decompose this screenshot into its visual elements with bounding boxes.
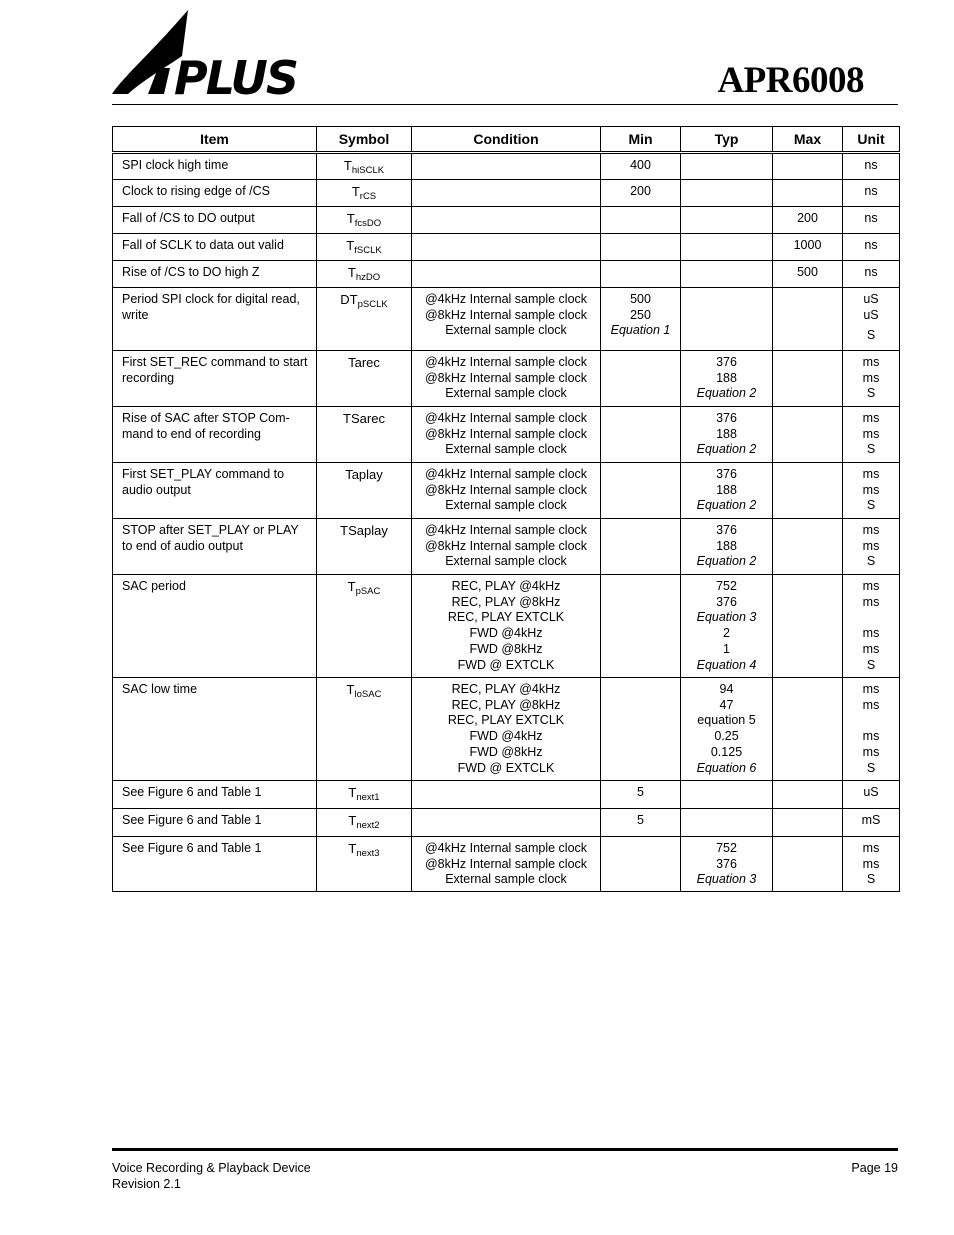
condition-cell [412,234,601,261]
condition-line: @4kHz Internal sample clock [424,411,588,425]
condition-cell [412,207,601,234]
typ-line: Equation 6 [696,760,757,775]
symbol-subscript: pSCLK [357,299,388,310]
unit-line: S [866,498,876,513]
condition-line: REC, PLAY @8kHz [451,697,561,712]
condition-line: REC, PLAY EXTCLK [447,713,565,728]
typ-line: 188 [716,538,737,553]
typ-line: 752 [716,579,737,593]
unit-line: ms [862,744,880,759]
condition-cell [412,180,601,207]
unit-cell [843,351,900,407]
condition-line: REC, PLAY @4kHz [451,579,561,593]
unit-cell [843,463,900,519]
column-header-symbol: Symbol [317,127,412,153]
condition-line: @4kHz Internal sample clock [424,523,588,537]
max-cell [773,261,843,288]
condition-line: @4kHz Internal sample clock [424,355,588,369]
footer-rule [112,1148,898,1151]
timing-spec-table [112,126,900,892]
unit-line: S [866,554,876,569]
typ-cell [681,407,773,463]
table-body [113,153,900,892]
unit-line: S [866,657,876,672]
condition-line: External sample clock [445,554,567,569]
max-cell [773,519,843,575]
min-cell [601,809,681,837]
unit-line [843,610,899,626]
symbol-main: T [351,184,360,199]
table-row [113,153,900,180]
min-cell [601,180,681,207]
max-line: 200 [797,211,818,225]
table-row [113,407,900,463]
column-header-condition: Condition [412,127,601,153]
typ-line: Equation 2 [696,498,757,513]
item-cell: Rise of /CS to DO high Z [113,261,317,288]
typ-line: Equation 2 [696,386,757,401]
typ-cell [681,234,773,261]
condition-cell [412,463,601,519]
header-rule [112,104,898,105]
typ-cell [681,678,773,781]
min-cell [601,153,681,180]
min-cell [601,407,681,463]
typ-line: Equation 3 [696,610,757,625]
unit-line: ms [862,411,880,425]
min-cell [601,781,681,809]
max-cell [773,809,843,837]
symbol-subscript: hzDO [355,272,381,283]
typ-cell [681,519,773,575]
column-header-min: Min [601,127,681,153]
table-row [113,837,900,892]
symbol-subscript: loSAC [354,689,382,700]
symbol-main: DT [340,292,358,307]
condition-cell [412,809,601,837]
typ-line: 376 [716,467,737,481]
condition-line: @8kHz Internal sample clock [424,426,588,441]
max-cell [773,153,843,180]
symbol-cell [317,837,412,892]
unit-line: ms [862,426,880,441]
min-line: 250 [630,307,651,322]
table-row [113,351,900,407]
item-cell: See Figure 6 and Table 1 [113,837,317,892]
unit-line: ms [862,370,880,385]
unit-cell [843,207,900,234]
table-row [113,234,900,261]
item-cell: SAC low time [113,678,317,781]
condition-line: FWD @8kHz [469,641,543,656]
min-line: 5 [637,785,644,799]
item-cell: See Figure 6 and Table 1 [113,781,317,809]
condition-line: @4kHz Internal sample clock [424,841,588,855]
symbol-main: T [348,813,357,828]
typ-line: 94 [719,682,734,696]
unit-line: S [866,328,876,343]
table-row [113,288,900,351]
symbol-cell [317,519,412,575]
unit-line [843,713,899,729]
condition-cell [412,575,601,678]
symbol-cell [317,463,412,519]
item-cell: First SET_PLAY command to audio output [113,463,317,519]
typ-line: Equation 2 [696,442,757,457]
condition-cell [412,519,601,575]
condition-cell [412,288,601,351]
unit-cell [843,781,900,809]
min-cell [601,261,681,288]
symbol-main: Taplay [345,467,383,482]
typ-cell [681,809,773,837]
symbol-main: T [347,579,356,594]
max-cell [773,781,843,809]
unit-cell [843,261,900,288]
condition-line: FWD @ EXTCLK [457,657,555,672]
typ-line: equation 5 [697,713,756,728]
table-row [113,519,900,575]
condition-cell [412,837,601,892]
table-row [113,575,900,678]
symbol-subscript: hiSCLK [351,165,385,176]
unit-cell [843,678,900,781]
max-cell [773,463,843,519]
symbol-cell [317,261,412,288]
condition-line: FWD @8kHz [469,744,543,759]
condition-line: @4kHz Internal sample clock [424,467,588,481]
condition-line: External sample clock [445,386,567,401]
part-number: APR6008 [717,60,864,101]
typ-cell [681,575,773,678]
symbol-main: TSarec [343,411,385,426]
symbol-cell [317,575,412,678]
symbol-cell [317,153,412,180]
condition-line: @8kHz Internal sample clock [424,370,588,385]
typ-line: 376 [716,411,737,425]
unit-line: ms [862,841,880,855]
symbol-main: T [346,238,355,253]
item-cell: Period SPI clock for digital read, write [113,288,317,351]
max-cell [773,407,843,463]
symbol-cell [317,288,412,351]
column-header-item: Item [113,127,317,153]
unit-line: S [866,442,876,457]
table-row [113,678,900,781]
max-cell [773,575,843,678]
footer-revision: Revision 2.1 [112,1177,181,1191]
svg-text:PLUS: PLUS [174,51,297,98]
max-line: 500 [797,265,818,279]
typ-line: 47 [719,697,734,712]
condition-line: FWD @ EXTCLK [457,760,555,775]
max-cell [773,678,843,781]
unit-line: ns [864,211,878,225]
typ-line: 188 [716,482,737,497]
unit-line: ms [862,594,880,609]
unit-line: ms [862,729,880,744]
min-line: 200 [630,184,651,198]
unit-line: S [866,872,876,887]
condition-line: External sample clock [445,872,567,887]
typ-cell [681,261,773,288]
unit-line: ms [862,355,880,369]
typ-line: 376 [716,856,737,871]
typ-cell [681,207,773,234]
max-cell [773,234,843,261]
unit-cell [843,180,900,207]
unit-cell [843,809,900,837]
unit-line: ms [862,467,880,481]
min-cell [601,463,681,519]
max-cell [773,288,843,351]
item-cell: SAC period [113,575,317,678]
unit-line: ns [864,158,878,172]
min-cell [601,575,681,678]
min-line: 500 [630,292,651,306]
min-cell [601,207,681,234]
condition-line: REC, PLAY @4kHz [451,682,561,696]
table-row [113,781,900,809]
item-cell: First SET_REC command to start recording [113,351,317,407]
condition-line: FWD @4kHz [469,626,543,641]
max-cell [773,351,843,407]
table-row [113,463,900,519]
item-cell: Fall of /CS to DO output [113,207,317,234]
unit-cell [843,575,900,678]
symbol-subscript: next2 [356,820,380,831]
unit-line: ns [864,184,878,198]
symbol-cell [317,781,412,809]
unit-line: ms [862,523,880,537]
table-header-row [113,127,900,153]
typ-line: Equation 2 [696,554,757,569]
min-cell [601,351,681,407]
unit-line: ns [864,265,878,279]
table-row [113,261,900,288]
unit-line: S [866,760,876,775]
symbol-main: T [346,211,355,226]
unit-line: ms [862,641,880,656]
min-cell [601,519,681,575]
typ-line: 1 [723,641,730,656]
typ-cell [681,180,773,207]
symbol-cell [317,207,412,234]
unit-line: uS [863,292,879,306]
column-header-typ: Typ [681,127,773,153]
condition-line: @8kHz Internal sample clock [424,538,588,553]
condition-cell [412,261,601,288]
condition-line: External sample clock [445,498,567,513]
condition-cell [412,407,601,463]
item-cell: SPI clock high time [113,153,317,180]
min-cell [601,678,681,781]
condition-cell [412,678,601,781]
max-line: 1000 [793,238,822,252]
item-cell: Fall of SCLK to data out valid [113,234,317,261]
symbol-subscript: fcsDO [354,218,382,229]
table-row [113,207,900,234]
unit-cell [843,234,900,261]
symbol-subscript: fSCLK [354,245,382,256]
typ-line: 376 [716,523,737,537]
typ-line: Equation 4 [696,657,757,672]
symbol-subscript: pSAC [355,586,381,597]
condition-line: @8kHz Internal sample clock [424,482,588,497]
typ-line: 0.125 [710,744,743,759]
symbol-main: T [347,265,356,280]
max-cell [773,837,843,892]
min-line: 400 [630,158,651,172]
min-cell [601,837,681,892]
typ-cell [681,463,773,519]
symbol-subscript: next3 [356,848,380,859]
unit-cell [843,519,900,575]
typ-cell [681,781,773,809]
unit-cell [843,153,900,180]
typ-line: 752 [716,841,737,855]
unit-line: ms [862,682,880,696]
symbol-cell [317,351,412,407]
unit-cell [843,837,900,892]
symbol-main: T [343,158,352,173]
min-cell [601,288,681,351]
condition-cell [412,351,601,407]
column-header-unit: Unit [843,127,900,153]
unit-line: ms [862,697,880,712]
condition-line: External sample clock [445,442,567,457]
footer-page-number: Page 19 [851,1161,898,1175]
aplus-logo [112,8,308,98]
table-row [113,809,900,837]
footer-left [112,1160,311,1192]
typ-line: Equation 3 [696,872,757,887]
max-cell [773,180,843,207]
unit-line: S [866,386,876,401]
unit-line: uS [863,307,879,322]
symbol-cell [317,234,412,261]
unit-line: ms [862,482,880,497]
condition-cell [412,781,601,809]
typ-line: 0.25 [714,729,739,744]
typ-line: 376 [716,594,737,609]
condition-cell [412,153,601,180]
unit-line: ms [862,579,880,593]
symbol-cell [317,809,412,837]
min-cell [601,234,681,261]
symbol-main: T [348,841,357,856]
typ-line: 2 [723,626,730,641]
condition-line: REC, PLAY @8kHz [451,594,561,609]
typ-cell [681,837,773,892]
condition-line: External sample clock [445,323,567,338]
max-cell [773,207,843,234]
symbol-cell [317,180,412,207]
unit-line: ms [862,538,880,553]
condition-line: @8kHz Internal sample clock [424,307,588,322]
item-cell: Clock to rising edge of /CS [113,180,317,207]
typ-line: 188 [716,426,737,441]
table-row [113,180,900,207]
condition-line: FWD @4kHz [469,729,543,744]
item-cell: STOP after SET_PLAY or PLAY to end of audio output [113,519,317,575]
condition-line: @8kHz Internal sample clock [424,856,588,871]
symbol-subscript: next1 [356,792,380,803]
condition-line: REC, PLAY EXTCLK [447,610,565,625]
typ-cell [681,288,773,351]
column-header-max: Max [773,127,843,153]
symbol-main: Tarec [348,355,380,370]
unit-line: ms [862,856,880,871]
typ-cell [681,153,773,180]
typ-cell [681,351,773,407]
typ-line: 188 [716,370,737,385]
symbol-subscript: rCS [359,191,377,202]
unit-line: ns [864,238,878,252]
footer-document-title: Voice Recording & Playback Device [112,1161,311,1175]
unit-cell [843,407,900,463]
item-cell: See Figure 6 and Table 1 [113,809,317,837]
symbol-cell [317,678,412,781]
min-line: Equation 1 [610,323,671,338]
typ-line: 376 [716,355,737,369]
min-line: 5 [637,813,644,827]
unit-line: mS [861,813,881,827]
item-cell: Rise of SAC after STOP Com-mand to end of recording [113,407,317,463]
symbol-main: T [348,785,357,800]
unit-cell [843,288,900,351]
condition-line: @4kHz Internal sample clock [424,292,588,306]
symbol-main: T [346,682,355,697]
symbol-main: TSaplay [340,523,388,538]
symbol-cell [317,407,412,463]
unit-line: uS [863,785,879,799]
unit-line: ms [862,626,880,641]
